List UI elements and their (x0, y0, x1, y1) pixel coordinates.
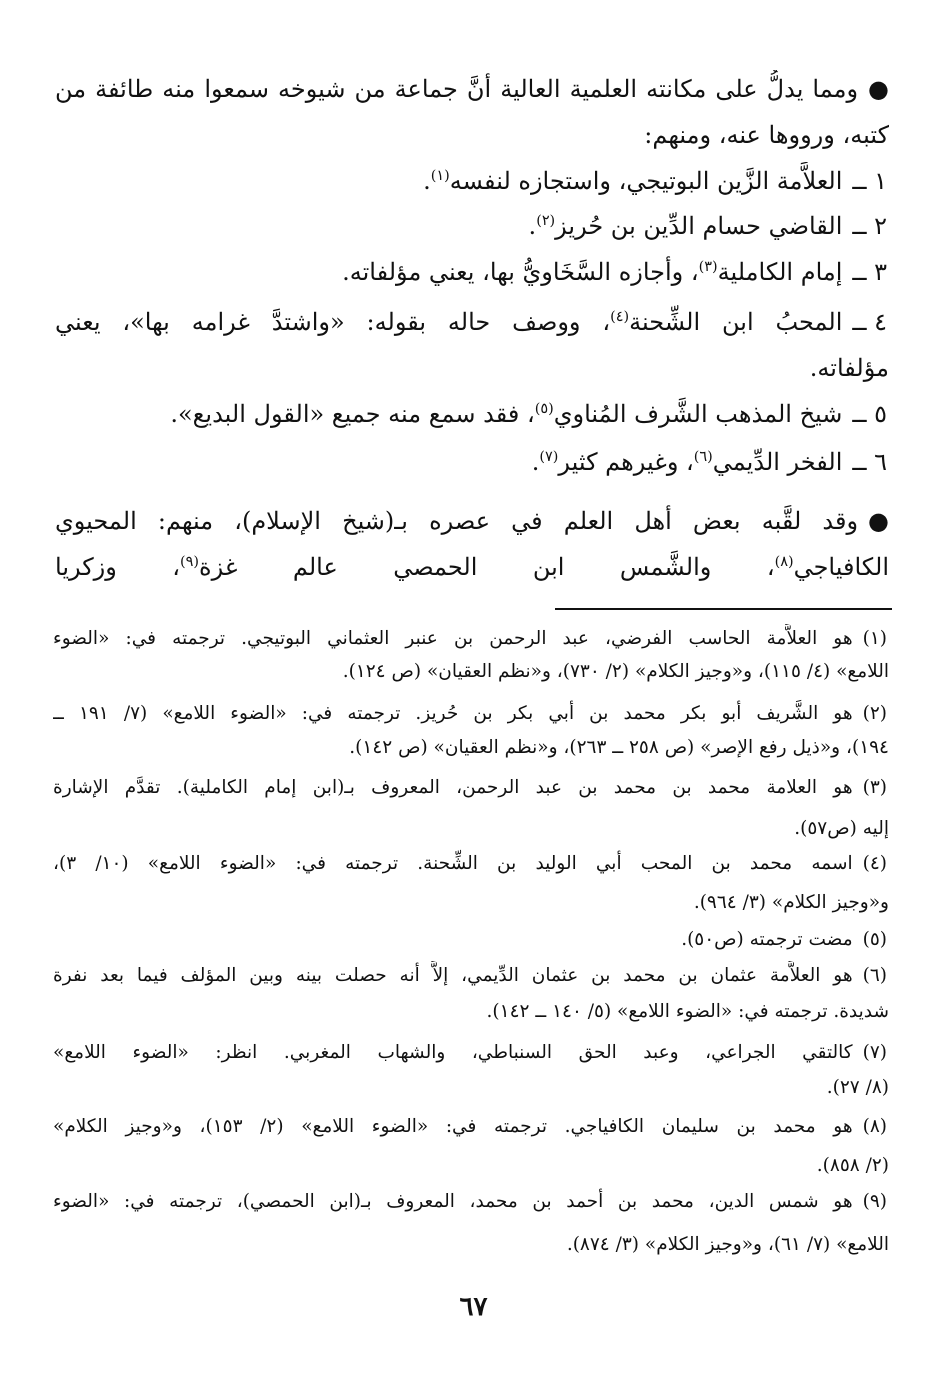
list-item: ٣ ــإمام الكاملية$^{(٣)}$، وأجازه السَّخَاويُّ بها، يعني مؤلفاته. (342, 258, 887, 286)
footnote-line: إليه (ص٥٧). (794, 818, 889, 839)
footnote-line: (٥)مضت ترجمته (ص٥٠). (681, 929, 887, 950)
footnote-line: (٤)اسمه محمد بن المحب أبي الوليد بن الشِّحنة. ترجمته في: «الضوء اللامع» (١٠/ ٣)، (53, 853, 887, 874)
footnote-ref[interactable]: (٣) (698, 259, 718, 275)
page-number: ٦٧ (459, 1292, 488, 1322)
footnote-line: اللامع» (٧/ ٦١)، و«وجيز الكلام» (٣/ ٨٧٤). (566, 1234, 889, 1255)
footnote-ref[interactable]: (٤) (610, 309, 630, 325)
footnote-line: (٢/ ٨٥٨). (816, 1155, 889, 1176)
footnote-line: (٨)هو محمد بن سليمان الكافياجي. ترجمته في: «الضوء اللامع» (٢/ ١٥٣)، و«وجيز الكلام» (53, 1116, 887, 1137)
footnote-line: (٧)كالتقي الجراعي، وعبد الحق السنباطي، والشهاب المغربي. انظر: «الضوء اللامع» (53, 1042, 887, 1063)
footnote-line: ١٩٤)، و«ذيل رفع الإصر» (ص ٢٥٨ ــ ٢٦٣)، و«نظم العقيان» (ص ١٤٢). (349, 737, 889, 758)
list-item: ٤ ــالمحبُ ابن الشِّحنة$^{(٤)}$، ووصف حاله بقوله: «واشتدَّ غرامه بها»، يعني (55, 308, 887, 336)
footnote-ref[interactable]: (٥) (534, 401, 554, 417)
list-item-continuation: مؤلفاته. (809, 354, 889, 382)
footnote-ref[interactable]: (٩) (180, 554, 200, 570)
footnote-line: (١)هو العلاَّمة الحاسب الفرضي، عبد الرحمن بن عنبر العثماني البوتيجي. ترجمته في: «الضوء (53, 628, 887, 649)
footnote-line: (٩)هو شمس الدين، محمد بن أحمد بن محمد، المعروف بـ(ابن الحمصي)، ترجمته في: «الضوء (53, 1191, 887, 1212)
footnote-line: (٢)هو الشَّريف أبو بكر محمد بن أبي بكر بن حُريز. ترجمته في: «الضوء اللامع» (٧/ ١٩١ ــ (53, 703, 887, 724)
footnote-ref[interactable]: (٧) (539, 449, 559, 465)
bullet-icon: ● (868, 75, 889, 103)
body-line: ●وقد لقَّبه بعض أهل العلم في عصره بـ(شيخ الإسلام)، منهم: المحيوي (55, 502, 889, 540)
footnote-line: و«وجيز الكلام» (٣/ ٩٦٤). (693, 892, 889, 913)
list-item: ١ ــالعلاَّمة الزَّين البوتيجي، واستجازه لنفسه$^{(١)}$. (423, 167, 887, 195)
footnote-line: (٦)هو العلاَّمة عثمان بن محمد بن عثمان الدِّيمي، إلاَّ أنه حصلت بينه وبين المؤلف فيما بعد نفرة (53, 965, 887, 986)
footnote-separator (555, 608, 892, 610)
footnote-ref[interactable]: (٦) (693, 449, 713, 465)
list-item: ٢ ــالقاضي حسام الدِّين بن حُريز$^{(٢)}$. (528, 212, 887, 240)
body-line: ●ومما يدلُّ على مكانته العلمية العالية أنَّ جماعة من شيوخه سمعوا منه طائفة من (55, 70, 889, 108)
bullet-icon: ● (868, 507, 889, 535)
list-item: ٦ ــالفخر الدِّيمي$^{(٦)}$، وغيرهم كثير$^{(٧)}$. (531, 448, 887, 476)
footnote-line: شديدة. ترجمته في: «الضوء اللامع» (٥/ ١٤٠ ــ ١٤٢). (486, 1001, 889, 1022)
footnote-ref[interactable]: (٨) (774, 554, 794, 570)
footnote-line: (٨/ ٢٧). (826, 1077, 889, 1098)
footnote-line: (٣)هو العلامة محمد بن محمد بن عبد الرحمن، المعروف بـ(ابن إمام الكاملية). تقدَّم الإشارة (53, 777, 887, 798)
footnote-line: اللامع» (٤/ ١١٥)، و«وجيز الكلام» (٢/ ٧٣٠)، و«نظم العقيان» (ص ١٢٤). (342, 661, 889, 682)
list-item: ٥ ــشيخ المذهب الشَّرف المُناوي$^{(٥)}$، فقد سمع منه جميع «القول البديع». (170, 400, 887, 428)
body-line: الكافياجي$^{(٨)}$، والشَّمس ابن الحمصي عالم غزة$^{(٩)}$، وزكريا (55, 553, 889, 581)
footnote-ref[interactable]: (١) (430, 168, 450, 184)
body-line: كتبه، ورووها عنه، ومنهم: (644, 121, 889, 149)
footnote-ref[interactable]: (٢) (536, 213, 556, 229)
